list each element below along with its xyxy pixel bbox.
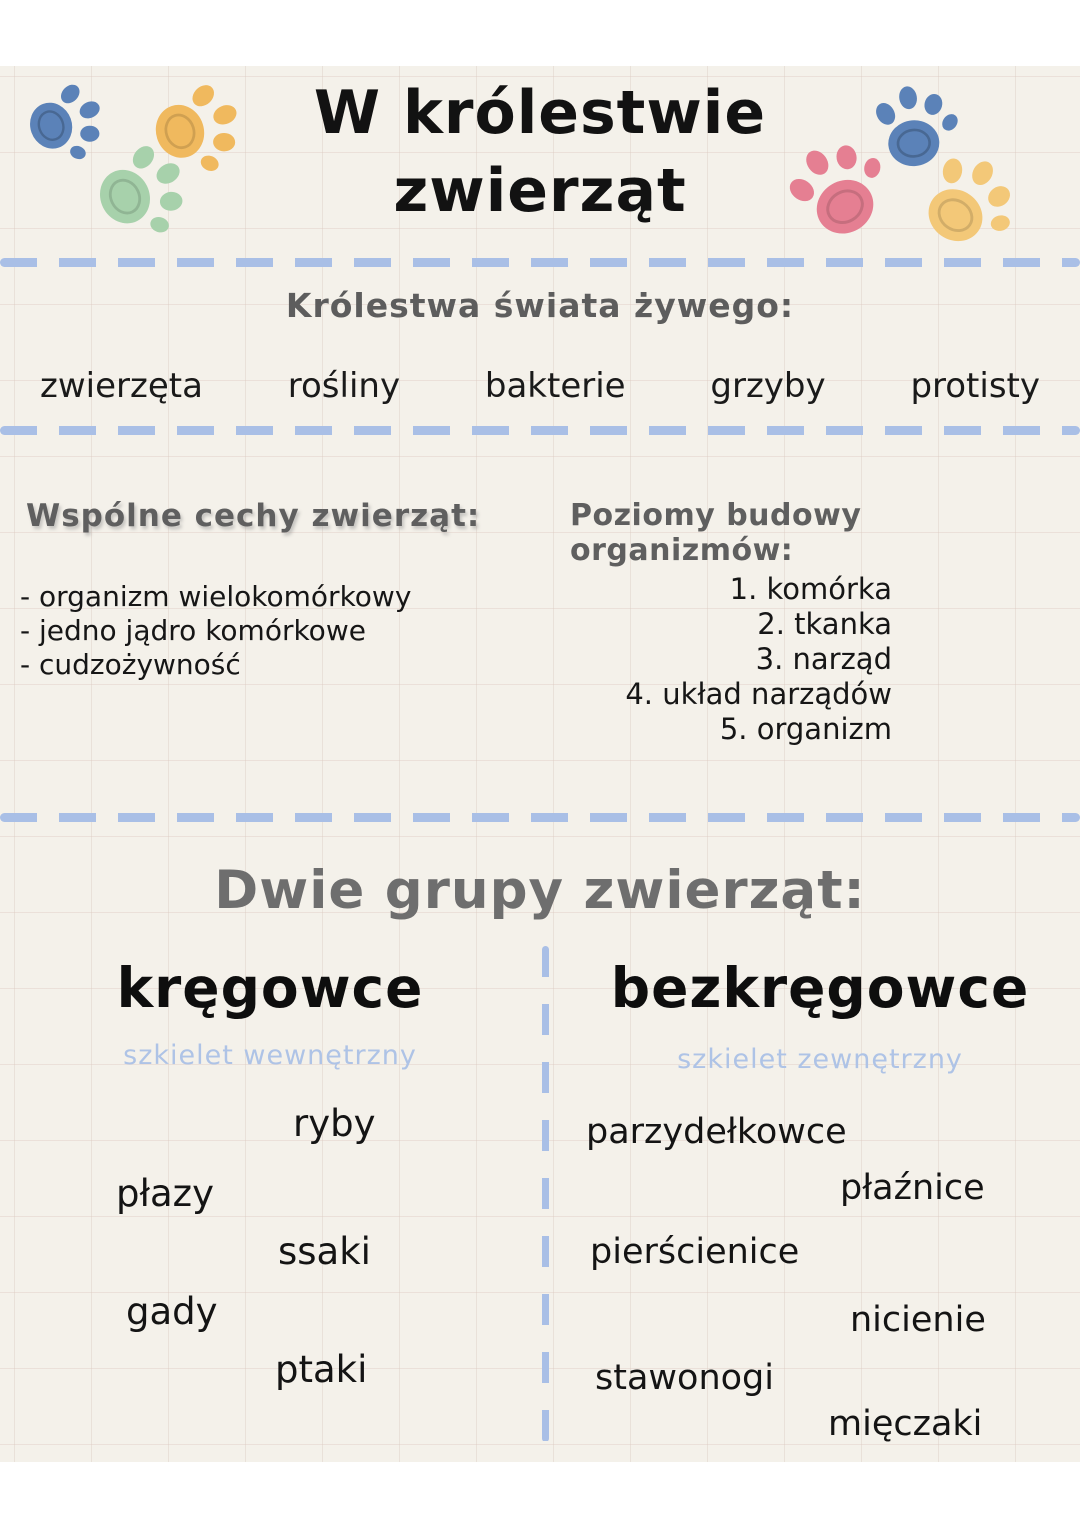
features-heading: Wspólne cechy zwierząt: <box>26 498 481 534</box>
groups-heading: Dwie grupy zwierząt: <box>214 860 866 921</box>
page-title-line1: W królestwie <box>313 78 767 148</box>
level-item: 3. narząd <box>755 642 892 676</box>
dashed-divider <box>0 258 1080 267</box>
kingdom-item: rośliny <box>287 366 401 406</box>
level-item: 2. tkanka <box>757 607 892 641</box>
kingdom-item: grzyby <box>710 366 826 406</box>
feature-item: - cudzożywność <box>20 648 241 681</box>
page-title <box>0 74 1080 230</box>
grid-paper-background <box>0 66 1080 1462</box>
vertebrates-subtitle: szkielet wewnętrzny <box>123 1040 417 1071</box>
feature-item: - organizm wielokomórkowy <box>20 580 412 613</box>
invertebrates-subtitle: szkielet zewnętrzny <box>677 1044 963 1075</box>
invertebrate-item: parzydełkowce <box>586 1112 847 1152</box>
levels-list <box>625 572 892 747</box>
vertebrate-item: ssaki <box>278 1230 371 1273</box>
vertebrate-item: płazy <box>116 1172 214 1215</box>
features-list <box>20 580 411 682</box>
level-item: 4. układ narządów <box>625 677 892 711</box>
page-title-line2: zwierząt <box>393 156 687 226</box>
invertebrate-item: pierścienice <box>590 1232 800 1272</box>
level-item: 1. komórka <box>729 572 892 606</box>
vertebrate-item: ptaki <box>275 1348 368 1391</box>
vertebrates-title: kręgowce <box>116 956 424 1020</box>
vertebrate-item: gady <box>126 1290 218 1333</box>
kingdoms-heading: Królestwa świata żywego: <box>285 286 795 325</box>
invertebrate-item: stawonogi <box>595 1358 774 1398</box>
dashed-divider <box>0 813 1080 822</box>
kingdom-item: bakterie <box>484 366 626 406</box>
level-item: 5. organizm <box>719 712 892 746</box>
kingdom-item: zwierzęta <box>40 366 203 406</box>
invertebrate-item: nicienie <box>850 1300 986 1340</box>
invertebrate-item: mięczaki <box>828 1404 983 1444</box>
invertebrates-title: bezkręgowce <box>610 956 1030 1020</box>
vertebrate-item: ryby <box>293 1102 376 1145</box>
dashed-divider <box>0 426 1080 435</box>
feature-item: - jedno jądro komórkowe <box>20 614 366 647</box>
invertebrate-item: płaźnice <box>840 1168 985 1208</box>
dashed-vertical-divider <box>542 946 549 1442</box>
kingdom-item: protisty <box>910 366 1040 406</box>
levels-heading: Poziomy budowy organizmów: <box>570 498 862 568</box>
kingdoms-list <box>40 366 1040 406</box>
